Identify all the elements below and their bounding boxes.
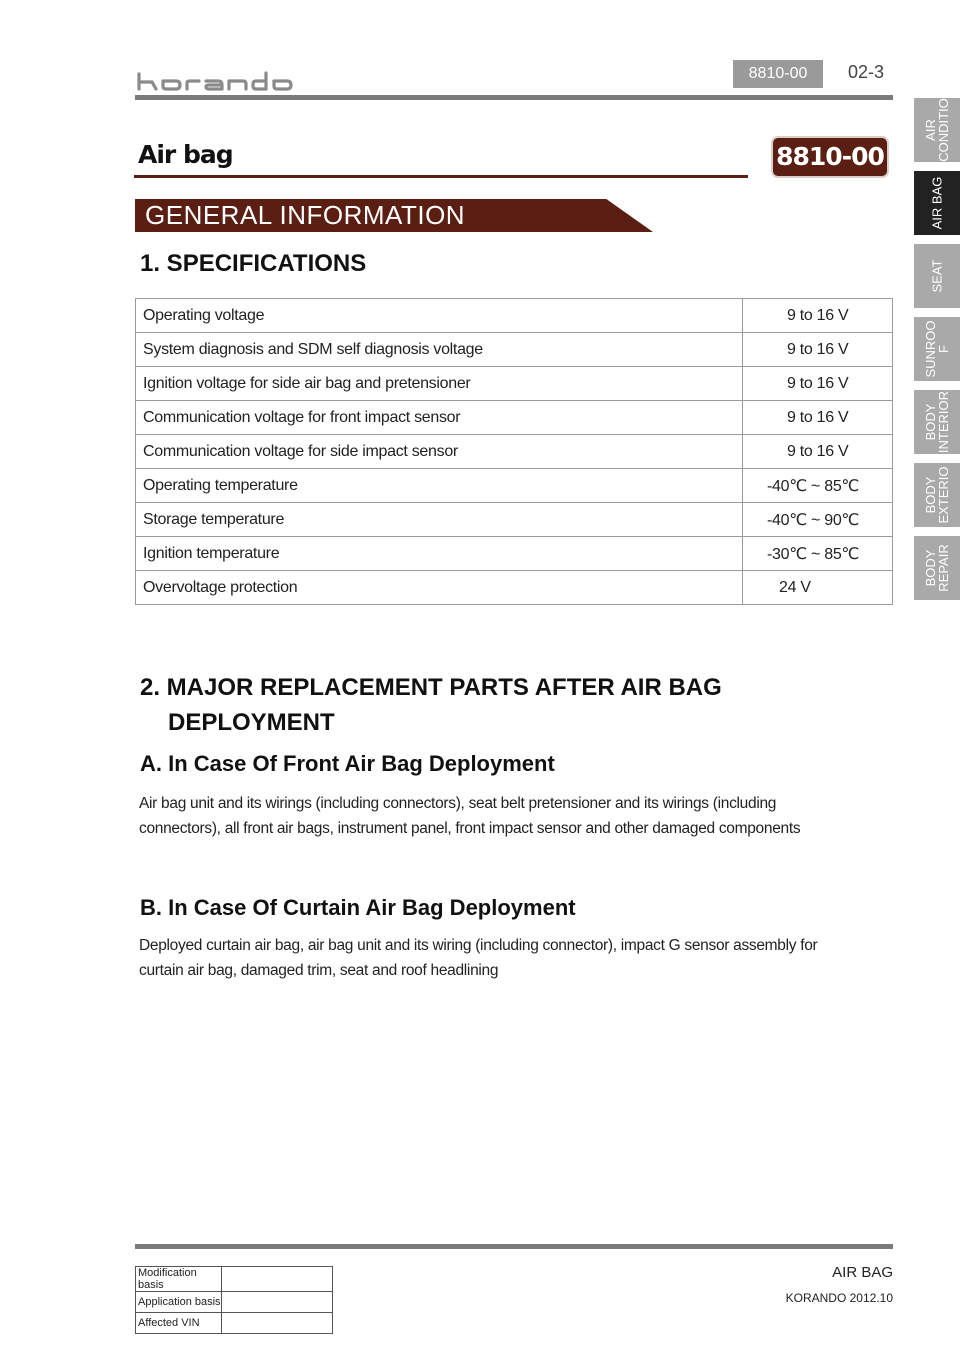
general-info-banner-text: GENERAL INFORMATION	[145, 200, 466, 230]
application-basis-value	[222, 1292, 333, 1313]
specifications-heading: 1. SPECIFICATIONS	[140, 250, 367, 277]
spec-value: 24 V	[743, 571, 893, 605]
header-rule	[135, 95, 893, 100]
side-tab-air-conditioning[interactable]	[914, 98, 960, 162]
spec-value: -40℃ ~ 90℃	[743, 503, 893, 537]
spec-name: Communication voltage for side impact sensor	[136, 435, 743, 469]
spec-name: Storage temperature	[136, 503, 743, 537]
table-row	[136, 435, 893, 469]
table-row	[136, 503, 893, 537]
footer-model-date: KORANDO 2012.10	[785, 1291, 893, 1305]
specifications-table	[135, 298, 893, 605]
side-tab-body-interior[interactable]	[914, 390, 960, 454]
spec-value: 9 to 16 V	[743, 367, 893, 401]
title-underline	[134, 175, 748, 178]
replacement-heading-line1: 2. MAJOR REPLACEMENT PARTS AFTER AIR BAG	[140, 674, 722, 701]
modification-basis-value	[222, 1267, 333, 1292]
side-tab-label: SEAT	[929, 259, 945, 293]
side-tab-label: SUNROO F	[923, 320, 951, 378]
table-row	[136, 469, 893, 503]
front-airbag-text-line1: Air bag unit and its wirings (including connectors), seat belt pretensioner and its wirings (including	[139, 795, 777, 812]
table-row	[136, 1267, 333, 1292]
affected-vin-label: Affected VIN	[136, 1313, 222, 1334]
spec-value: -40℃ ~ 85℃	[743, 469, 893, 503]
table-row	[136, 401, 893, 435]
side-tab-label: BODY INTERIOR	[923, 390, 951, 454]
spec-name: Operating voltage	[136, 299, 743, 333]
table-row	[136, 367, 893, 401]
side-tab-air-bag[interactable]	[914, 171, 960, 235]
side-tab-label: BODY REPAIR	[923, 544, 951, 592]
table-row	[136, 1292, 333, 1313]
application-basis-label: Application basis	[136, 1292, 222, 1313]
table-row	[136, 537, 893, 571]
spec-name: Ignition voltage for side air bag and pretensioner	[136, 367, 743, 401]
spec-name: Ignition temperature	[136, 537, 743, 571]
table-row	[136, 299, 893, 333]
side-tab-label: BODY EXTERIO	[923, 466, 951, 524]
side-tab-body-repair[interactable]	[914, 536, 960, 600]
replacement-heading-line2: DEPLOYMENT	[168, 709, 335, 736]
curtain-airbag-heading: B. In Case Of Curtain Air Bag Deployment	[140, 895, 576, 920]
spec-name: Communication voltage for front impact sensor	[136, 401, 743, 435]
modification-basis-label: Modification basis	[136, 1267, 222, 1292]
header-section-code: 8810-00	[733, 60, 823, 88]
side-tab-body-exterior[interactable]	[914, 463, 960, 527]
spec-value: 9 to 16 V	[743, 435, 893, 469]
footer-rule	[135, 1244, 893, 1249]
curtain-airbag-text-line2: curtain air bag, damaged trim, seat and roof headlining	[139, 962, 499, 979]
spec-value: 9 to 16 V	[743, 299, 893, 333]
spec-value: 9 to 16 V	[743, 333, 893, 367]
side-tab-seat[interactable]	[914, 244, 960, 308]
page-title: Air bag	[138, 140, 233, 169]
front-airbag-heading: A. In Case Of Front Air Bag Deployment	[140, 751, 555, 776]
spec-name: Operating temperature	[136, 469, 743, 503]
side-tab-label: AIR CONDITIO	[923, 98, 951, 162]
curtain-airbag-text-line1: Deployed curtain air bag, air bag unit and its wiring (including connector), impact G sensor assembly for	[139, 937, 818, 954]
spec-name: System diagnosis and SDM self diagnosis voltage	[136, 333, 743, 367]
modification-table	[135, 1266, 333, 1334]
table-row	[136, 1313, 333, 1334]
korando-logo	[136, 70, 316, 94]
page-number: 02-3	[848, 62, 885, 82]
table-row	[136, 333, 893, 367]
spec-value: 9 to 16 V	[743, 401, 893, 435]
table-row	[136, 571, 893, 605]
side-tab-label: AIR BAG	[929, 176, 945, 230]
section-code-badge: 8810-00	[773, 138, 887, 176]
footer-section-name: AIR BAG	[832, 1264, 893, 1281]
affected-vin-value	[222, 1313, 333, 1334]
spec-name: Overvoltage protection	[136, 571, 743, 605]
side-tab-sunroof[interactable]	[914, 317, 960, 381]
spec-value: -30℃ ~ 85℃	[743, 537, 893, 571]
front-airbag-text-line2: connectors), all front air bags, instrument panel, front impact sensor and other damaged components	[139, 820, 801, 837]
